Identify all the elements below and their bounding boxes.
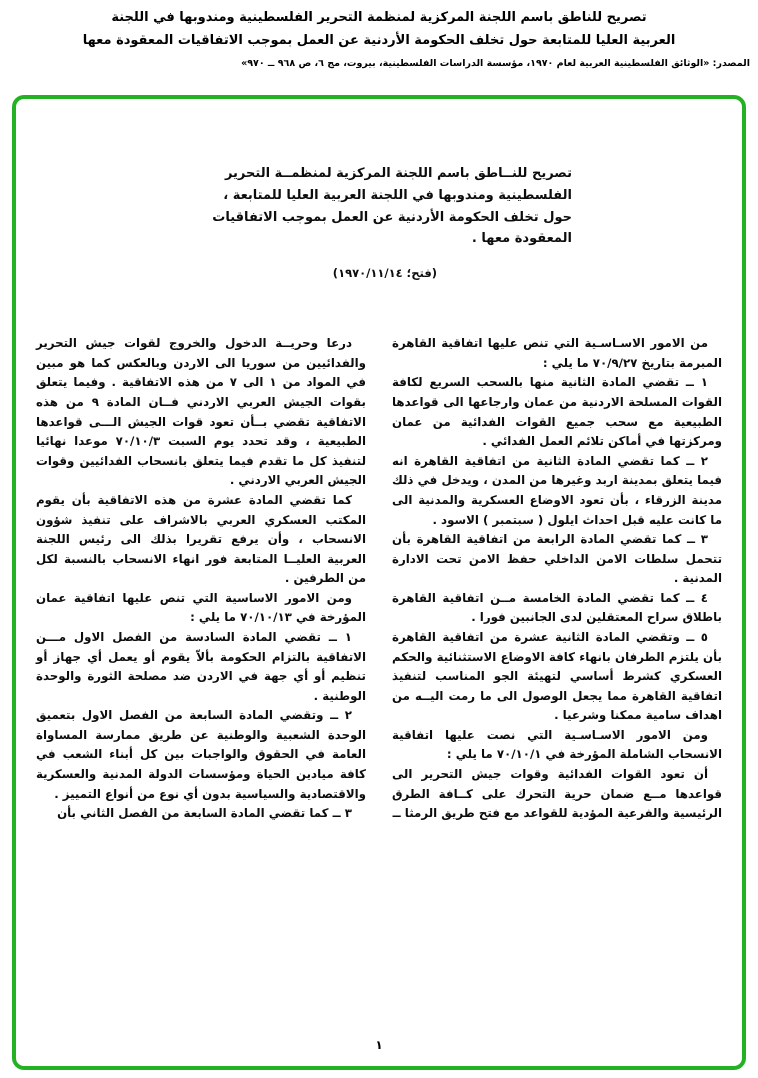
page-number: ١ [375,1038,383,1052]
document-title-line: حول تخلف الحكومة الأردنية عن العمل بموجب الاتفاقيات [212,209,572,225]
column-left [36,334,366,823]
header-title-line-2: العربية العليا للمتابعة حول تخلف الحكومة الأردنية عن العمل بموجب الاتفاقيات المعقودة معها [82,32,676,48]
document-title [212,163,572,250]
document-title-line: تصريح للنــاطق باسم اللجنة المركزية لمنظمــة التحرير [224,166,572,181]
paragraph: ١ ــ تقضي المادة الثانية منها بالسحب السريع لكافة القوات المسلحة الاردنية من عمان وارجاعها الى قواعدها الطبيعية مع سحب جميع القوات الفدائية من عمان ومركزتها في أماكن تلائم العمل الفدائي . [392,375,722,449]
paragraph: أن تعود القوات الفدائية وقوات جيش التحرير الى قواعدها مــع ضمان حرية التحرك على كــافة الطرق الرئيسية والفرعية المؤدية للقواعد مع فتح طريق الرمثا ــ [392,767,722,821]
header-title-line-1: تصريح للناطق باسم اللجنة المركزية لمنظمة التحرير الفلسطينية ومندوبها في اللجنة [111,10,647,25]
paragraph: ٢ ــ كما تقضي المادة الثانية من اتفاقية القاهرة انه فيما يتعلق بمدينة اربد وغيرها من المدن ، ويدخل في ذلك مدينة الزرقاء ، بأن تعود الاوضاع العسكرية والمدنية الى ما كانت عليه قبل احداث ايلول ( سبتمبر ) الاسود . [392,453,722,527]
body-columns [36,334,722,823]
source-citation: المصدر: «الوثائق الفلسطينية العربية لعام ١٩٧٠، مؤسسة الدراسات الفلسطينية، بيروت، مج ٦، ص ٩٦٨ ــ ٩٧٠» [241,57,750,69]
paragraph: ٢ ــ وتقضي المادة السابعة من الفصل الاول بتعميق الوحدة الشعبية والوطنية عن طريق ممارسة المساواة العامة في الحقوق والواجبات بين كل أبناء الشعب في كافة ميادين الحياة ومؤسسات الدولة المدنية والعسكرية والاقتصادية والسياسية بدون أي نوع من أنواع التمييز . [36,708,366,801]
paragraph: ٣ ــ كما تقضي المادة الرابعة من اتفاقية القاهرة بأن تتحمل سلطات الامن الداخلي حفظ الامن تحت الادارة المدنية . [392,532,722,586]
column-right [392,334,722,823]
paragraph: ومن الامور الاسـاسـية التي نصت عليها اتفاقية الانسحاب الشاملة المؤرخة في ٧٠/١٠/١ ما يلي : [392,727,722,762]
scan-frame [12,95,746,1070]
paragraph: من الامور الاسـاسـية التي تنص عليها اتفاقية القاهرة المبرمة بتاريخ ٧٠/٩/٢٧ ما يلي : [392,336,722,370]
paragraph: ومن الامور الاساسية التي تنص عليها اتفاقية عمان المؤرخة في ٧٠/١٠/١٣ ما يلي : [36,590,366,625]
paragraph: ٤ ــ كما تقضي المادة الخامسة مــن اتفاقية القاهرة باطلاق سراح المعتقلين لدى الجانبين فورا . [392,590,722,625]
paragraph: درعا وحريــة الدخول والخروج لقوات جيش التحرير والفدائيين من سوريا الى الاردن وبالعكس كما هو مبين في المواد من ١ الى ٧ من هذه الاتفاقية . وفيما يتعلق بقوات الجيش العربي الاردني فــان المادة ٩ من هذه الاتفاقية تقضي بــأن تعود قوات الجيش الـــى قواعدها الطبيعية ، وقد تحدد يوم السبت ٧٠/١٠/٣ موعدا نهائيا لتنفيذ كل ما تقدم فيما يتعلق بانسحاب الفدائيين وقوات الجيش العربي الاردني . [36,336,367,488]
paragraph: ١ ــ تقضي المادة السادسة من الفصل الاول مـــن الاتفاقية بالتزام الحكومة بألاّ يقوم أو يعمل أي جهاز أو تنظيم أو أي جهة في الاردن ضد مصلحة الثورة والوحدة الوطنية . [36,629,366,703]
document-title-line: المعقودة معها . [471,231,572,247]
document-title-line: الفلسطينية ومندوبها في اللجنة العربية العليا للمتابعة ، [223,187,572,203]
scanned-document [16,99,742,1066]
page-header [0,7,758,72]
paragraph: كما تقضي المادة عشرة من هذه الاتفاقية بأن يقوم المكتب العسكري العربي بالاشراف على تنفيذ شؤون الانسحاب ، وأن يرفع تقريرا بذلك الى رئيس اللجنة العربية العليــا المتابعة فور انهاء الانسحاب بالنسبة لكل من الطرفين . [36,492,366,586]
document-date: (فتح؛ ١٩٧٠/١١/١٤) [332,266,437,281]
paragraph: ٥ ــ وتقضي المادة الثانية عشرة من اتفاقية القاهرة بأن يلتزم الطرفان بانهاء كافة الاوضاع الاستثنائية والحكم العسكري كشرط أساسي لتهيئة الجو المناسب لتنفيذ اتفاقية القاهرة مما يجعل الوصول الى ما رمت اليــه من اهداف سامية ممكنا وشرعيا . [392,629,722,723]
paragraph: ٣ ــ كما تقضي المادة السابعة من الفصل الثاني بأن [57,806,352,821]
